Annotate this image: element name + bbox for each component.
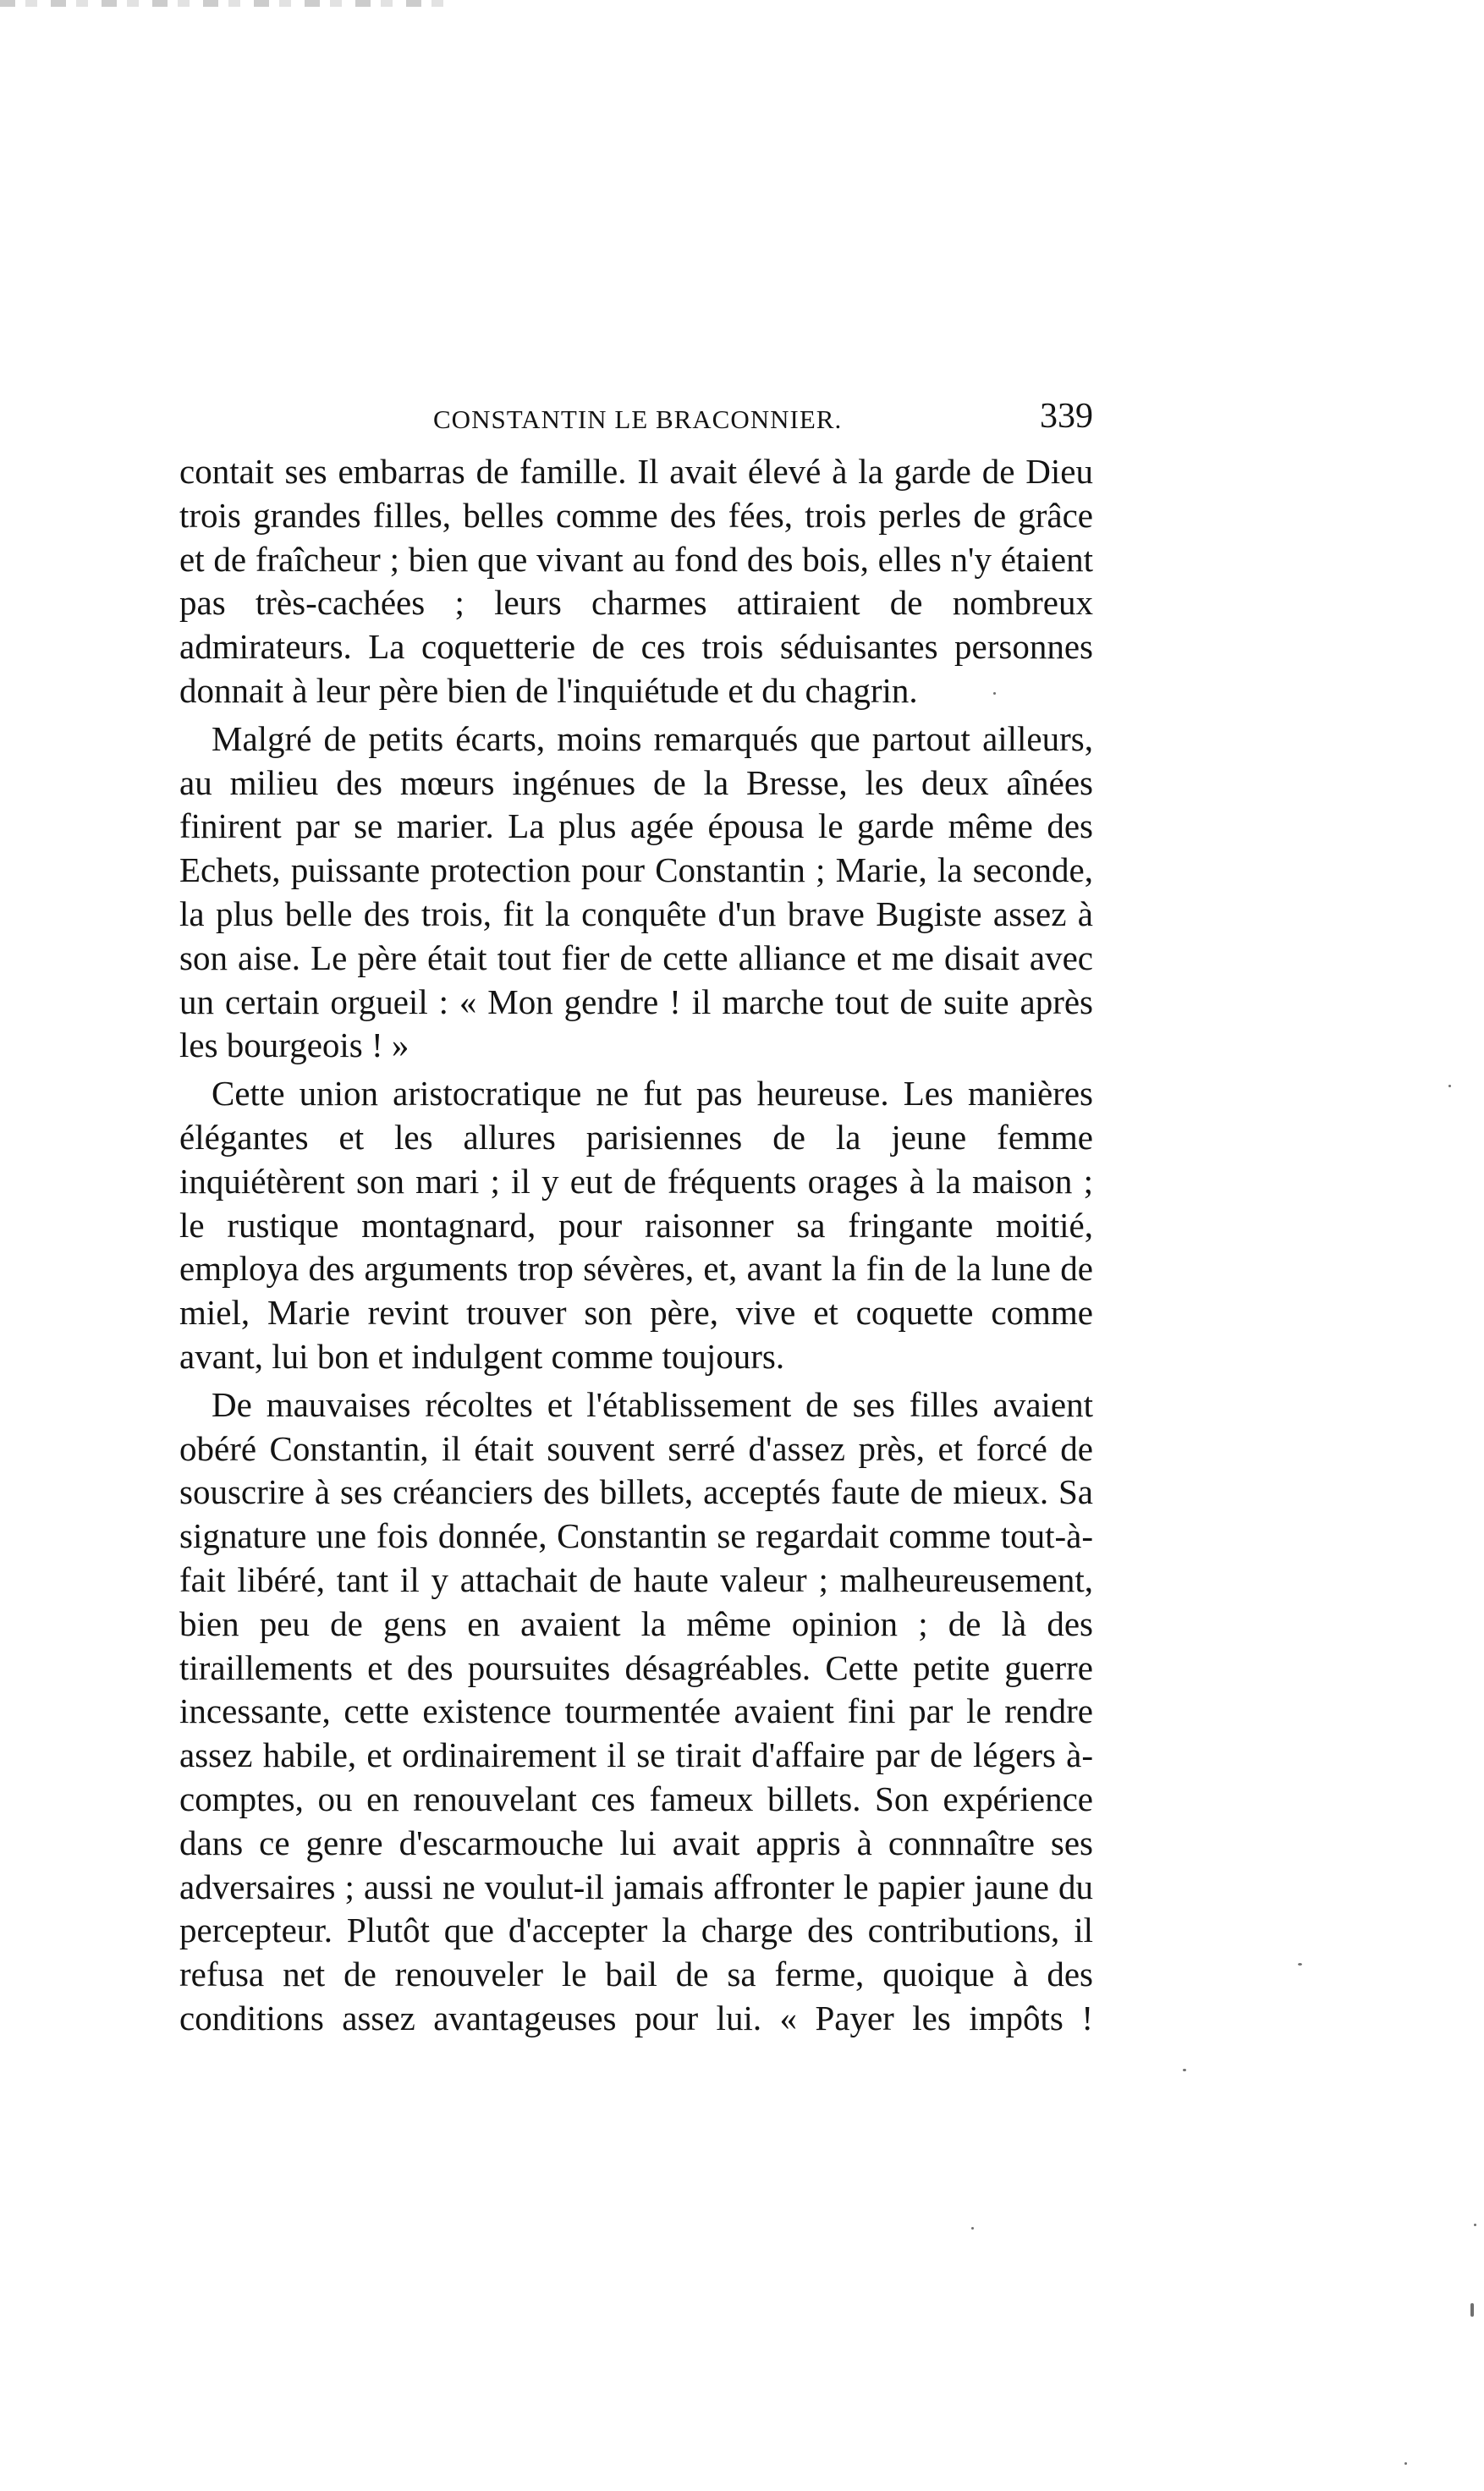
scan-speck <box>1298 1963 1302 1966</box>
running-title: CONSTANTIN LE BRACONNIER. <box>433 404 843 434</box>
scan-edge-mark <box>0 0 457 7</box>
scan-speck <box>993 692 996 695</box>
scan-speck <box>1404 2462 1407 2465</box>
page-body <box>179 450 1093 2058</box>
page-number: 339 <box>1040 397 1093 436</box>
scan-speck <box>1474 2224 1476 2226</box>
scan-speck <box>1470 2303 1474 2317</box>
paragraph-3: Cette union aristocratique ne fut pas heureuse. Les manières élégantes et les allures parisiennes de la jeune femme inquiétèrent son mari ; il y eut de fréquents orages à la maison ; le rustique montagnard, pour raisonner sa fringante moitié, employa des arguments trop sévères, et, avant la fin de la lune de miel, Marie revint trouver son père, vive et coquette comme avant, lui bon et indulgent comme toujours. <box>179 1074 1093 1376</box>
scan-speck <box>1448 1085 1451 1087</box>
scan-speck <box>1183 2069 1186 2071</box>
paragraph-1: contait ses embarras de famille. Il avait élevé à la garde de Dieu trois grandes filles, belles comme des fées, trois perles de grâce et de fraîcheur ; bien que vivant au fond des bois, elles n'y étaient pas très-cachées ; leurs charmes attiraient de nombreux admirateurs. La coquetterie de ces trois séduisantes personnes donnait à leur père bien de l'inquiétude et du chagrin. <box>179 452 1093 710</box>
paragraph-4: De mauvaises récoltes et l'établissement de ses filles avaient obéré Constantin, il était souvent serré d'assez près, et forcé de souscrire à ses créanciers des billets, acceptés faute de mieux. Sa signature une fois donnée, Constantin se regardait comme tout-à-fait libéré, tant il y attachait de haute valeur ; malheureusement, bien peu de gens en avaient la même opinion ; de là des tiraillements et des poursuites désagréables. Cette petite guerre incessante, cette existence tourmentée avaient fini par le rendre assez habile, et ordinairement il se tirait d'affaire par de légers à-comptes, ou en renouvelant ces fameux billets. Son expérience dans ce genre d'escarmouche lui avait appris à connnaître ses adversaires ; aussi ne voulut-il jamais affronter le papier jaune du percepteur. Plutôt que d'accepter la charge des contributions, il refusa net de renouveler le bail de sa ferme, quoique à des conditions assez avantageuses pour lui. « Payer les impôts ! <box>179 1384 1093 2037</box>
paragraph-2: Malgré de petits écarts, moins remarqués que partout ailleurs, au milieu des mœurs ingénues de la Bresse, les deux aînées finirent par se marier. La plus agée épousa le garde même des Echets, puissante protection pour Constantin ; Marie, la seconde, la plus belle des trois, fit la conquête d'un brave Bugiste assez à son aise. Le père était tout fier de cette alliance et me disait avec un certain orgueil : « Mon gendre ! il marche tout de suite après les bourgeois ! » <box>179 718 1093 1065</box>
page-header <box>179 396 1093 447</box>
scan-speck <box>971 2227 974 2230</box>
